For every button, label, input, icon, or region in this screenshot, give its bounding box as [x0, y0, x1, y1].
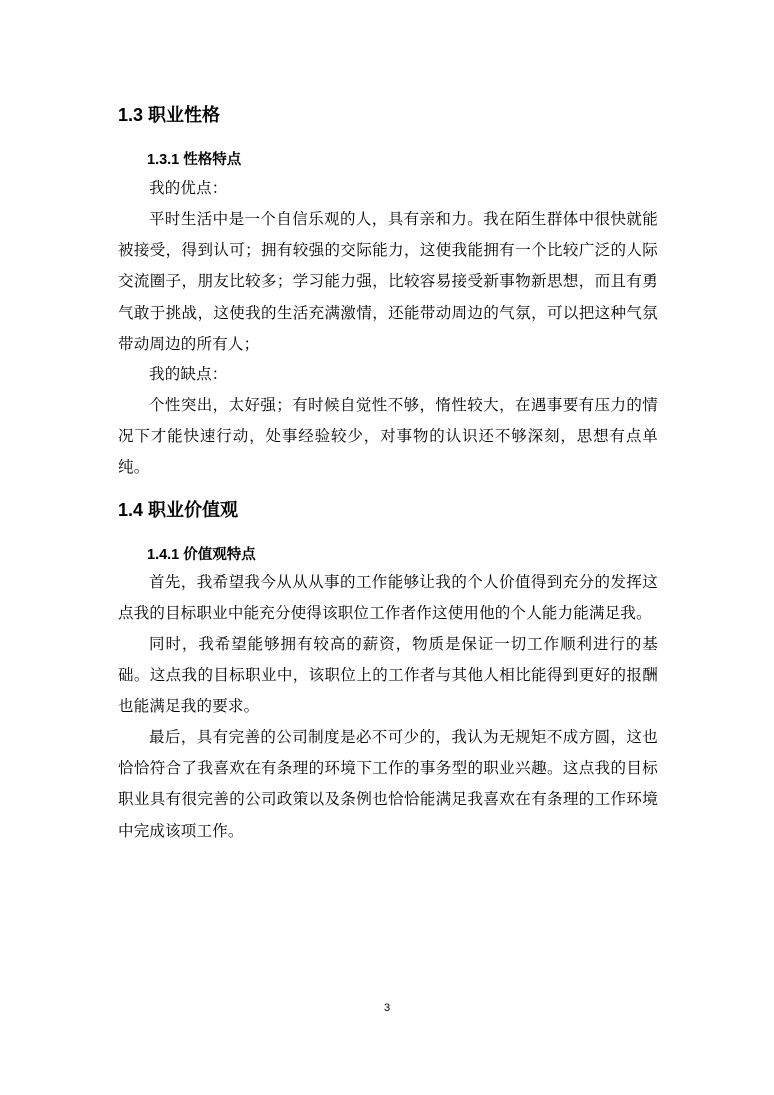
paragraph-values-first: 首先，我希望我今从从从事的工作能够让我的个人价值得到充分的发挥这点我的目标职业中能充分使得该职位工作者作这使用他的个人能力能满足我。: [118, 573, 658, 623]
paragraph-values-third: 最后，具有完善的公司制度是必不可少的，我认为无规矩不成方圆，这也恰恰符合了我喜欢在有条理的环境下工作的事务型的职业兴趣。这点我的目标职业具有很完善的公司政策以及条例也恰恰能满足我喜欢在有条理的工作环境中完成该项工作。: [118, 728, 658, 840]
subsection-heading-1-3-1: 1.3.1 性格特点: [147, 152, 242, 168]
paragraph-strengths-label: 我的优点：: [149, 179, 228, 197]
paragraph-weaknesses: 个性突出，太好强；有时候自觉性不够，惰性较大，在遇事要有压力的情况下才能快速行动，处事经验较少，对事物的认识还不够深刻，思想有点单纯。: [118, 396, 658, 477]
paragraph-values-second: 同时，我希望能够拥有较高的薪资，物质是保证一切工作顺利进行的基础。这点我的目标职业中，该职位上的工作者与其他人相比能得到更好的报酬也能满足我的要求。: [118, 635, 658, 716]
subsection-heading-1-4-1: 1.4.1 价值观特点: [147, 547, 256, 563]
paragraph-strengths: 平时生活中是一个自信乐观的人，具有亲和力。我在陌生群体中很快就能被接受，得到认可；拥有较强的交际能力，这使我能拥有一个比较广泛的人际交流圈子，朋友比较多；学习能力强，比较容易接受新事物新思想，而且有勇气敢于挑战，这使我的生活充满激情，还能带动周边的气氛，可以把这种气氛带动周边的所有人；: [118, 210, 658, 353]
page-number: 3: [383, 1002, 391, 1014]
section-heading-1-4: 1.4 职业价值观: [118, 500, 239, 520]
section-heading-1-3: 1.3 职业性格: [118, 105, 221, 125]
paragraph-weaknesses-label: 我的缺点：: [149, 365, 228, 383]
